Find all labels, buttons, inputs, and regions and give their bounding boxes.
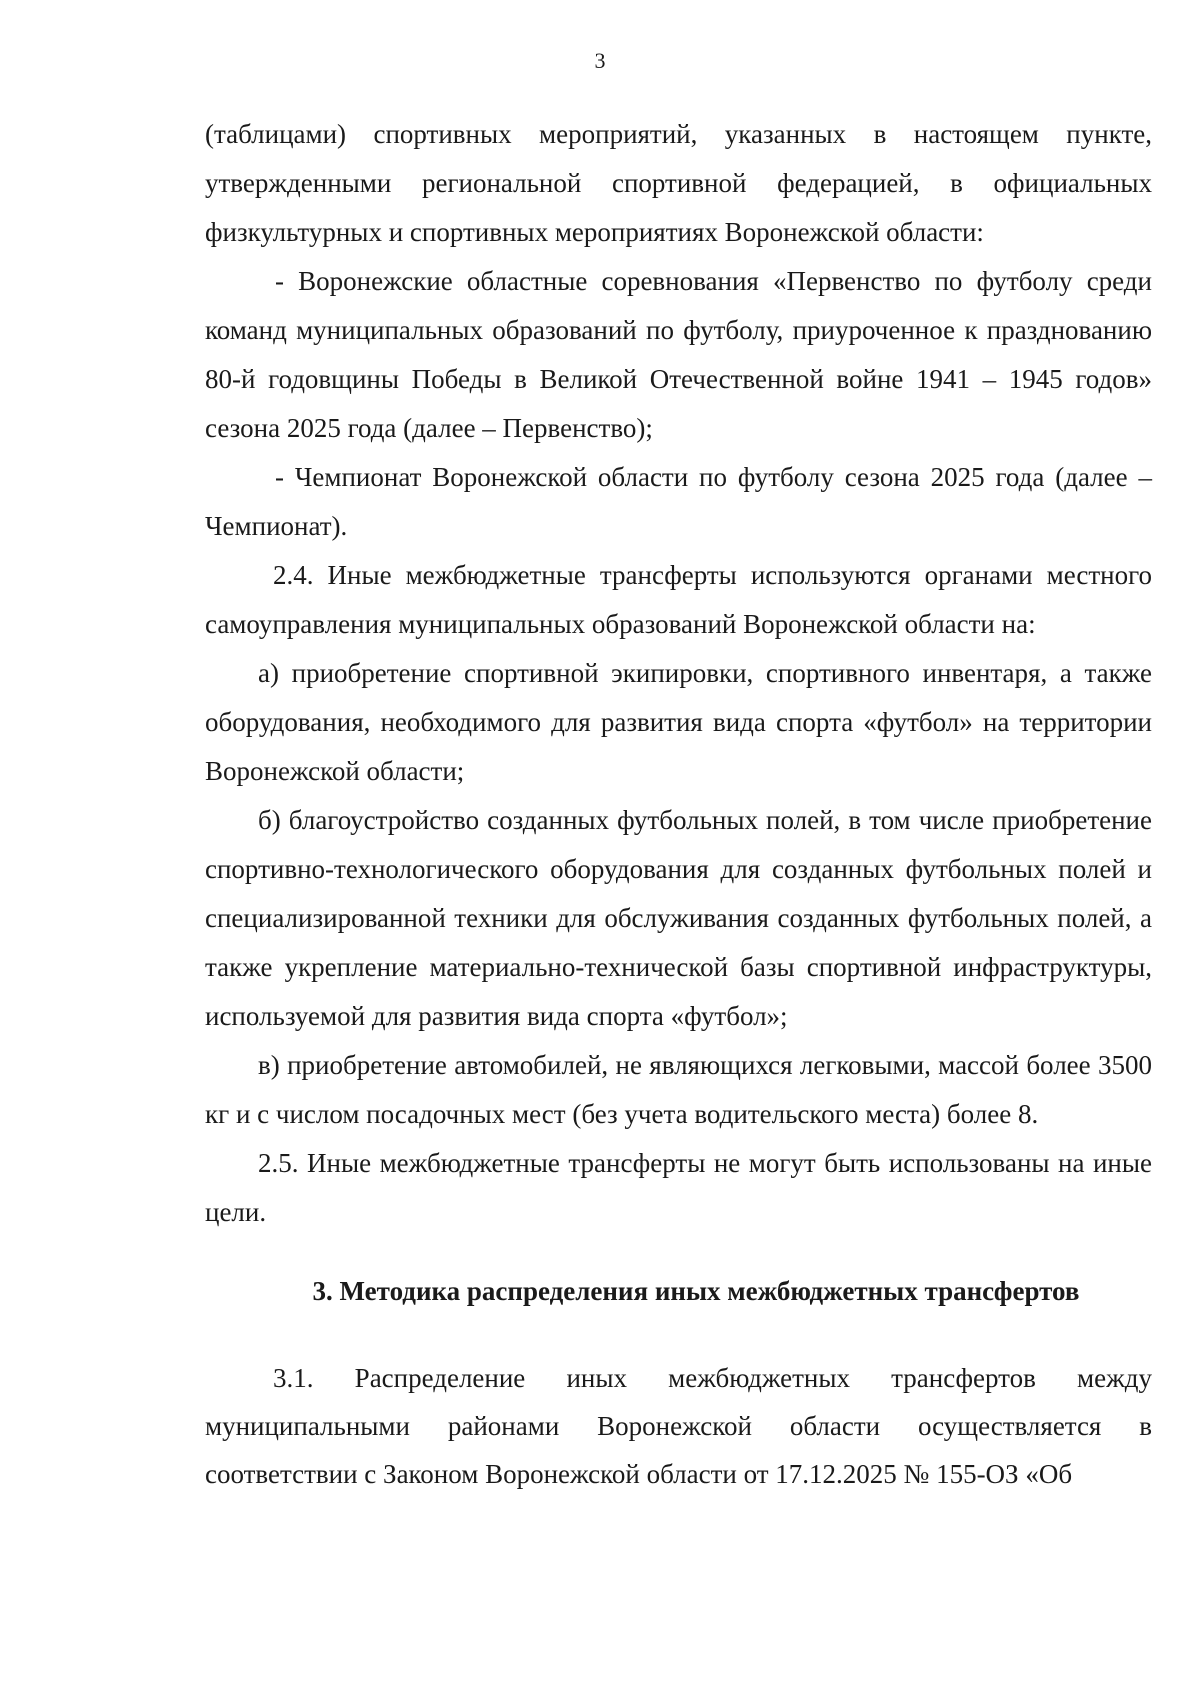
paragraph-2-5: 2.5. Иные межбюджетные трансферты не могут быть использованы на иные цели. [205,1148,1152,1227]
document-body [205,110,1152,1498]
paragraph-2-4-a: а) приобретение спортивной экипировки, спортивного инвентаря, а также оборудования, необходимого для развития вида спорта «футбол» на территории Воронежской области; [205,658,1152,786]
paragraph-intro-continuation: (таблицами) спортивных мероприятий, указанных в настоящем пункте, утвержденными региональной спортивной федерацией, в официальных физкультурных и спортивных мероприятиях Воронежской области: [205,119,1152,247]
paragraph-2-4-v: в) приобретение автомобилей, не являющихся легковыми, массой более 3500 кг и с числом посадочных мест (без учета водительского места) более 8. [205,1050,1152,1129]
paragraph-competition-first: - Воронежские областные соревнования «Первенство по футболу среди команд муниципальных образований по футболу, приуроченное к празднованию 80-й годовщины Победы в Великой Отечественной войне 1941 – 1945 годов» сезона 2025 года (далее – Первенство); [205,266,1152,443]
paragraph-2-4: 2.4. Иные межбюджетные трансферты используются органами местного самоуправления муниципальных образований Воронежской области на: [205,560,1152,639]
section-heading: 3. Методика распределения иных межбюджетных трансфертов [312,1276,1080,1306]
page-number: 3 [594,48,606,73]
paragraph-2-4-b: б) благоустройство созданных футбольных полей, в том числе приобретение спортивно-технологического оборудования для созданных футбольных полей и специализированной техники для обслуживания созданных футбольных полей, а также укрепление материально-технической базы спортивной инфраструктуры, используемой для развития вида спорта «футбол»; [205,805,1152,1031]
paragraph-competition-championship: - Чемпионат Воронежской области по футболу сезона 2025 года (далее – Чемпионат). [205,462,1152,541]
paragraph-3-1: 3.1. Распределение иных межбюджетных трансфертов между муниципальными районами Воронежской области осуществляется в соответствии с Законом Воронежской области от 17.12.2025 № 155-ОЗ «Об [205,1363,1152,1489]
